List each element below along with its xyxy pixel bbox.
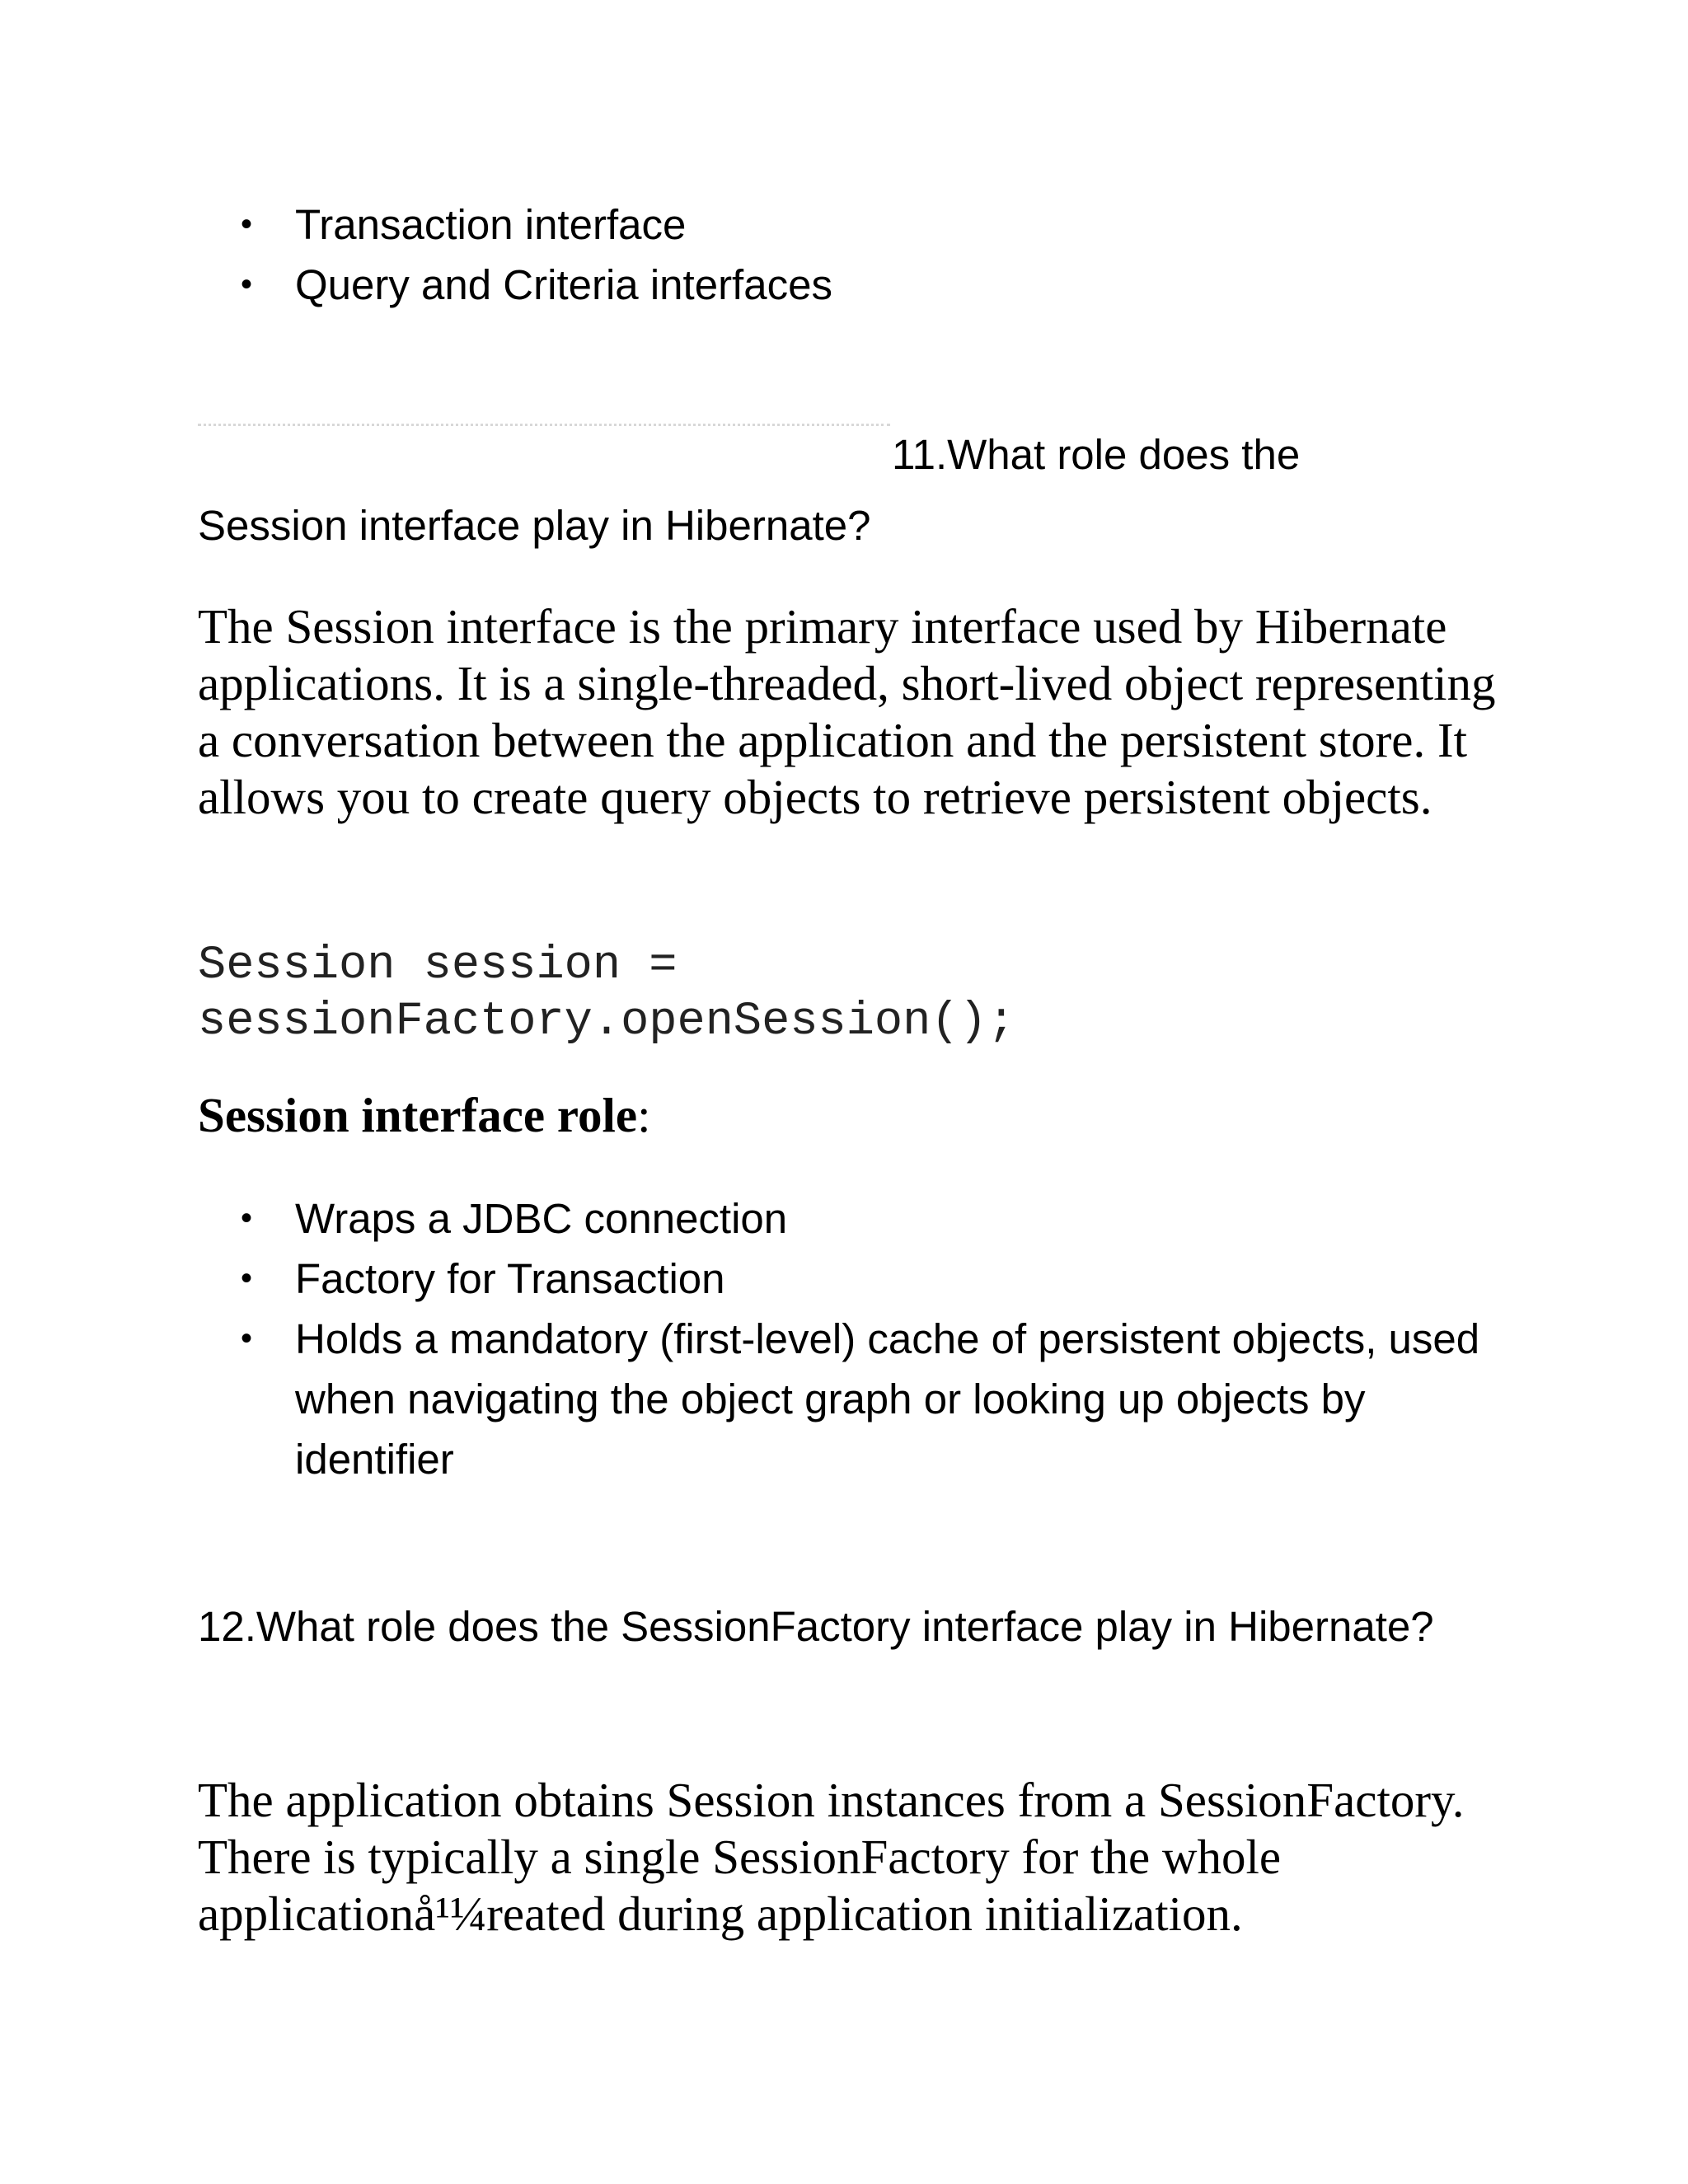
- code-line: sessionFactory.openSession();: [198, 996, 1015, 1048]
- bullet-icon: •: [241, 1260, 253, 1296]
- list-item: [198, 255, 832, 315]
- list-item: [198, 1309, 1515, 1489]
- list-item: [198, 194, 832, 255]
- answer-11-paragraph: The Session interface is the primary interface used by Hibernate applications. It is a single-threaded, short-lived object representing a conversation between the application and the persistent store. It allows you to create query objects to retrieve persistent objects.: [198, 599, 1496, 824]
- list-item: [198, 1188, 1515, 1249]
- list-item: [198, 1249, 1515, 1309]
- session-role-heading-bold: Session interface role: [198, 1088, 638, 1142]
- question-11-heading-part2: Session interface play in Hibernate?: [198, 502, 871, 549]
- code-line: Session session =: [198, 940, 678, 992]
- bullet-icon: •: [241, 1200, 253, 1236]
- session-role-bullet-list: [198, 1188, 1515, 1489]
- question-12-heading: 12.What role does the SessionFactory interface play in Hibernate?: [198, 1603, 1434, 1650]
- list-item-text: Holds a mandatory (first-level) cache of persistent objects, used when navigating the object graph or looking up objects by identifier: [295, 1315, 1480, 1483]
- bullet-icon: •: [241, 1320, 253, 1357]
- bullet-icon: •: [241, 206, 253, 242]
- question-11-heading-part1: 11.What role does the: [892, 431, 1301, 478]
- session-role-heading-colon: :: [637, 1088, 651, 1142]
- list-item-text: Factory for Transaction: [295, 1255, 725, 1302]
- code-snippet: [198, 938, 1015, 1050]
- list-item-text: Query and Criteria interfaces: [295, 261, 832, 308]
- section-divider: [198, 424, 890, 426]
- interfaces-bullet-list: [198, 194, 832, 315]
- bullet-icon: •: [241, 266, 253, 302]
- answer-12-paragraph: The application obtains Session instances from a SessionFactory. There is typically a single SessionFactory for the whole applicationå¹¼reated during application initialization.: [198, 1773, 1465, 1941]
- list-item-text: Wraps a JDBC connection: [295, 1195, 788, 1242]
- list-item-text: Transaction interface: [295, 201, 687, 248]
- session-role-heading: [198, 1086, 650, 1144]
